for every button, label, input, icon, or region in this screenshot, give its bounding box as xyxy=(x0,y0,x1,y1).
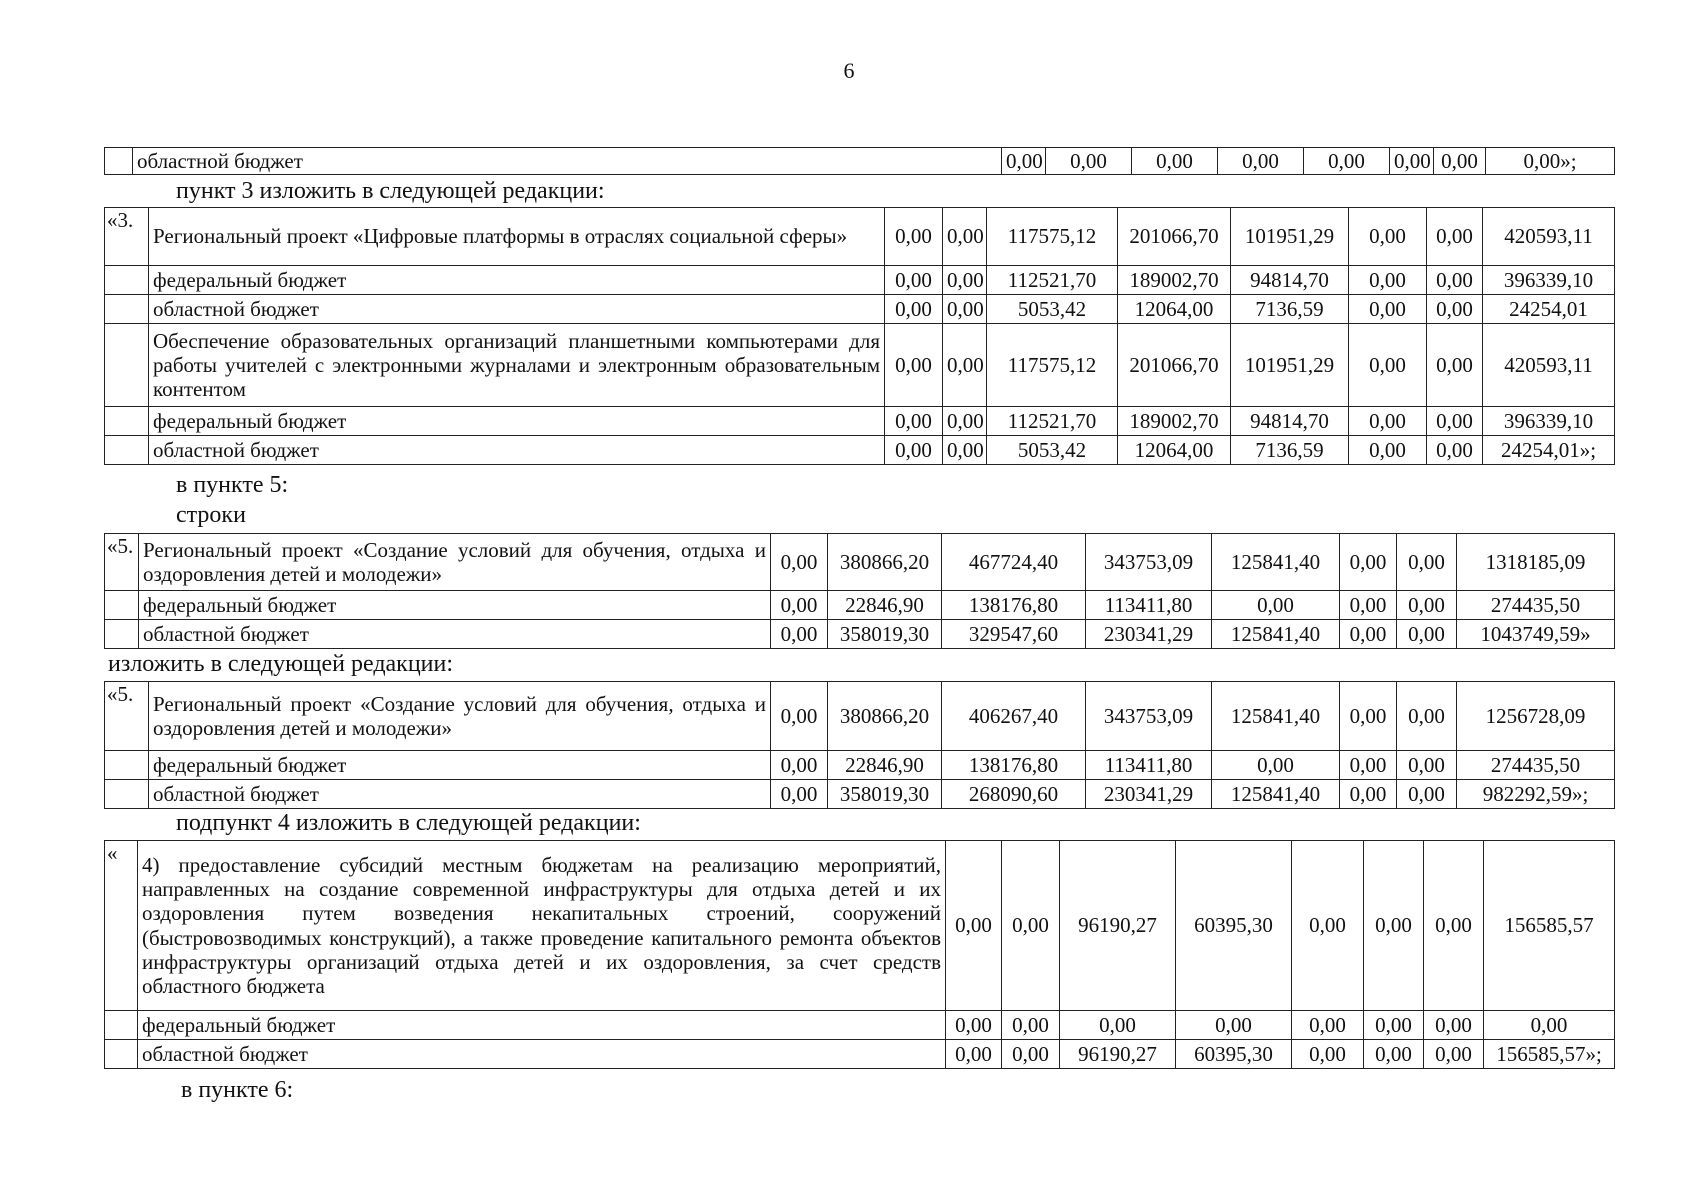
value-cell: 230341,29 xyxy=(1086,620,1212,649)
row-name: федеральный бюджет xyxy=(149,751,771,780)
table-row xyxy=(105,591,1615,620)
instruction-p3: пункт 3 изложить в следующей редакции: xyxy=(176,178,605,204)
value-cell: 0,00 xyxy=(1060,1011,1176,1040)
value-cell: 0,00 xyxy=(771,591,828,620)
page-number: 6 xyxy=(843,58,855,83)
value-cell: 0,00 xyxy=(771,780,828,809)
row-name: областной бюджет xyxy=(138,1040,946,1069)
value-cell: 101951,29 xyxy=(1231,324,1349,407)
row-marker xyxy=(105,295,149,324)
value-cell: 380866,20 xyxy=(828,682,942,751)
value-cell: 7136,59 xyxy=(1231,436,1349,465)
value-cell: 96190,27 xyxy=(1060,1040,1176,1069)
row-name: областной бюджет xyxy=(149,436,885,465)
value-cell: 396339,10 xyxy=(1483,407,1615,436)
row-marker xyxy=(105,324,149,407)
value-cell: 0,00 xyxy=(1427,266,1483,295)
value-cell: 22846,90 xyxy=(828,591,942,620)
instruction-p5: в пункте 5: xyxy=(176,472,289,498)
value-cell: 358019,30 xyxy=(828,620,942,649)
value-cell: 0,00 xyxy=(1002,1040,1060,1069)
row-marker: « xyxy=(105,841,138,1011)
value-cell: 0,00 xyxy=(1427,295,1483,324)
value-cell: 112521,70 xyxy=(987,407,1118,436)
table-row xyxy=(105,407,1615,436)
value-cell: 0,00 xyxy=(885,324,943,407)
value-cell: 1043749,59» xyxy=(1457,620,1615,649)
value-cell: 274435,50 xyxy=(1457,751,1615,780)
value-cell: 0,00 xyxy=(1424,1011,1484,1040)
row-name: Обеспечение образовательных организаций планшетными компьютерами для работы учителей с электронными журналами и электронным образовательным контентом xyxy=(149,324,885,407)
value-cell: 406267,40 xyxy=(942,682,1086,751)
row-name: федеральный бюджет xyxy=(139,591,771,620)
value-cell: 125841,40 xyxy=(1212,534,1340,591)
row-name: федеральный бюджет xyxy=(149,266,885,295)
row-name: Региональный проект «Цифровые платформы в отраслях социальной сферы» xyxy=(149,208,885,266)
value-cell: 420593,11 xyxy=(1483,208,1615,266)
row-marker: «5. xyxy=(105,534,139,591)
value-cell: 0,00 xyxy=(1397,591,1457,620)
value-cell: 0,00 xyxy=(1434,148,1486,175)
budget-table-p5-new xyxy=(104,681,1615,809)
value-cell: 113411,80 xyxy=(1086,591,1212,620)
table-row xyxy=(105,208,1615,266)
row-name: областной бюджет xyxy=(149,780,771,809)
row-marker xyxy=(105,407,149,436)
table-row xyxy=(105,841,1615,1011)
value-cell: 0,00 xyxy=(885,266,943,295)
row-name: федеральный бюджет xyxy=(149,407,885,436)
value-cell: 0,00 xyxy=(1176,1011,1292,1040)
value-cell: 0,00 xyxy=(943,266,987,295)
value-cell: 0,00 xyxy=(1364,1011,1424,1040)
row-marker xyxy=(105,780,149,809)
value-cell: 380866,20 xyxy=(828,534,942,591)
value-cell: 112521,70 xyxy=(987,266,1118,295)
value-cell: 201066,70 xyxy=(1118,208,1231,266)
value-cell: 0,00 xyxy=(1212,751,1340,780)
row-marker xyxy=(105,266,149,295)
table-row xyxy=(105,436,1615,465)
value-cell: 0,00 xyxy=(771,751,828,780)
value-cell: 0,00 xyxy=(1427,407,1483,436)
value-cell: 138176,80 xyxy=(942,751,1086,780)
value-cell: 0,00 xyxy=(1340,534,1397,591)
row-name: Региональный проект «Создание условий для обучения, отдыха и оздоровления детей и молодежи» xyxy=(149,682,771,751)
table-row xyxy=(105,1040,1615,1069)
value-cell: 230341,29 xyxy=(1086,780,1212,809)
value-cell: 0,00 xyxy=(1349,208,1427,266)
row-name: Региональный проект «Создание условий для обучения, отдыха и оздоровления детей и молодежи» xyxy=(139,534,771,591)
value-cell: 0,00 xyxy=(885,407,943,436)
value-cell: 0,00 xyxy=(943,295,987,324)
value-cell: 94814,70 xyxy=(1231,266,1349,295)
value-cell: 0,00 xyxy=(946,1040,1002,1069)
value-cell: 0,00 xyxy=(946,841,1002,1011)
value-cell: 0,00 xyxy=(1218,148,1304,175)
row-name: областной бюджет xyxy=(139,620,771,649)
row-name: областной бюджет xyxy=(133,148,1002,175)
row-marker xyxy=(105,591,139,620)
row-marker xyxy=(105,751,149,780)
value-cell: 0,00 xyxy=(1046,148,1132,175)
value-cell: 0,00 xyxy=(771,534,828,591)
value-cell: 138176,80 xyxy=(942,591,1086,620)
table-row xyxy=(105,620,1615,649)
value-cell: 101951,29 xyxy=(1231,208,1349,266)
value-cell: 0,00 xyxy=(1349,436,1427,465)
table-row xyxy=(105,682,1615,751)
row-marker xyxy=(105,620,139,649)
value-cell: 22846,90 xyxy=(828,751,942,780)
value-cell: 0,00 xyxy=(885,208,943,266)
value-cell: 125841,40 xyxy=(1212,682,1340,751)
value-cell: 0,00 xyxy=(1002,148,1046,175)
value-cell: 1318185,09 xyxy=(1457,534,1615,591)
value-cell: 0,00 xyxy=(1390,148,1434,175)
value-cell: 0,00 xyxy=(1364,841,1424,1011)
value-cell: 96190,27 xyxy=(1060,841,1176,1011)
value-cell: 0,00 xyxy=(1212,591,1340,620)
table-row xyxy=(105,324,1615,407)
value-cell: 0,00 xyxy=(1349,295,1427,324)
table-row xyxy=(105,780,1615,809)
budget-table-sub4 xyxy=(104,840,1615,1069)
instruction-sub4: подпункт 4 изложить в следующей редакции: xyxy=(176,810,641,836)
value-cell: 0,00 xyxy=(1340,682,1397,751)
instruction-p6: в пункте 6: xyxy=(181,1077,294,1103)
value-cell: 0,00 xyxy=(1427,436,1483,465)
value-cell: 0,00 xyxy=(1397,682,1457,751)
row-marker xyxy=(105,436,149,465)
value-cell: 0,00 xyxy=(1002,1011,1060,1040)
value-cell: 0,00 xyxy=(943,324,987,407)
value-cell: 467724,40 xyxy=(942,534,1086,591)
table-row xyxy=(105,266,1615,295)
value-cell: 982292,59»; xyxy=(1457,780,1615,809)
value-cell: 0,00 xyxy=(1424,1040,1484,1069)
value-cell: 0,00 xyxy=(1304,148,1390,175)
value-cell: 125841,40 xyxy=(1212,620,1340,649)
table-row xyxy=(105,1011,1615,1040)
value-cell: 0,00 xyxy=(1132,148,1218,175)
value-cell: 0,00 xyxy=(1397,534,1457,591)
value-cell: 5053,42 xyxy=(987,436,1118,465)
value-cell: 7136,59 xyxy=(1231,295,1349,324)
value-cell: 0,00 xyxy=(1484,1011,1615,1040)
value-cell: 0,00 xyxy=(1340,780,1397,809)
value-cell: 0,00 xyxy=(1340,620,1397,649)
value-cell: 24254,01»; xyxy=(1483,436,1615,465)
value-cell: 420593,11 xyxy=(1483,324,1615,407)
value-cell: 0,00 xyxy=(1427,208,1483,266)
value-cell: 358019,30 xyxy=(828,780,942,809)
value-cell: 5053,42 xyxy=(987,295,1118,324)
budget-table-p5-old xyxy=(104,533,1615,649)
value-cell: 0,00 xyxy=(771,620,828,649)
value-cell: 0,00 xyxy=(1397,751,1457,780)
value-cell: 0,00 xyxy=(1292,841,1364,1011)
row-marker: «5. xyxy=(105,682,149,751)
value-cell: 0,00 xyxy=(1427,324,1483,407)
value-cell: 0,00 xyxy=(1292,1040,1364,1069)
table-row xyxy=(105,295,1615,324)
value-cell: 0,00 xyxy=(771,682,828,751)
row-name: 4) предоставление субсидий местным бюджетам на реализацию мероприятий, направленных на создание современной инфраструктуры для отдыха детей и их оздоровления путем возведения некапитальных строений, сооружений (быстровозводимых конструкций), а также проведение капитального ремонта объектов инфраструктуры организаций отдыха детей и их оздоровления, за счет средств областного бюджета xyxy=(138,841,946,1011)
value-cell: 117575,12 xyxy=(987,208,1118,266)
budget-table-p3 xyxy=(104,207,1615,465)
value-cell: 396339,10 xyxy=(1483,266,1615,295)
budget-table-continuation xyxy=(104,147,1615,175)
value-cell: 94814,70 xyxy=(1231,407,1349,436)
value-cell: 156585,57 xyxy=(1484,841,1615,1011)
row-marker xyxy=(105,1011,138,1040)
value-cell: 268090,60 xyxy=(942,780,1086,809)
value-cell: 329547,60 xyxy=(942,620,1086,649)
value-cell: 12064,00 xyxy=(1118,295,1231,324)
row-name: областной бюджет xyxy=(149,295,885,324)
instruction-new-edition: изложить в следующей редакции: xyxy=(108,651,454,677)
table-row xyxy=(105,534,1615,591)
value-cell: 0,00 xyxy=(946,1011,1002,1040)
value-cell: 0,00 xyxy=(1364,1040,1424,1069)
table-row xyxy=(105,148,1615,175)
value-cell: 0,00 xyxy=(885,436,943,465)
value-cell: 0,00 xyxy=(1349,266,1427,295)
value-cell: 0,00 xyxy=(1340,591,1397,620)
value-cell: 156585,57»; xyxy=(1484,1040,1615,1069)
value-cell: 0,00 xyxy=(1349,324,1427,407)
value-cell: 0,00 xyxy=(1292,1011,1364,1040)
value-cell: 24254,01 xyxy=(1483,295,1615,324)
row-marker xyxy=(105,1040,138,1069)
value-cell: 0,00 xyxy=(943,208,987,266)
value-cell: 0,00 xyxy=(1002,841,1060,1011)
value-cell: 0,00 xyxy=(943,436,987,465)
value-cell: 1256728,09 xyxy=(1457,682,1615,751)
row-marker: «3. xyxy=(105,208,149,266)
value-cell: 0,00 xyxy=(1397,780,1457,809)
value-cell: 0,00»; xyxy=(1486,148,1615,175)
value-cell: 60395,30 xyxy=(1176,841,1292,1011)
instruction-rows: строки xyxy=(176,502,246,528)
value-cell: 0,00 xyxy=(885,295,943,324)
value-cell: 274435,50 xyxy=(1457,591,1615,620)
value-cell: 117575,12 xyxy=(987,324,1118,407)
value-cell: 12064,00 xyxy=(1118,436,1231,465)
value-cell: 0,00 xyxy=(1349,407,1427,436)
table-row xyxy=(105,751,1615,780)
row-name: федеральный бюджет xyxy=(138,1011,946,1040)
value-cell: 343753,09 xyxy=(1086,682,1212,751)
value-cell: 60395,30 xyxy=(1176,1040,1292,1069)
value-cell: 189002,70 xyxy=(1118,407,1231,436)
value-cell: 201066,70 xyxy=(1118,324,1231,407)
value-cell: 189002,70 xyxy=(1118,266,1231,295)
value-cell: 0,00 xyxy=(1424,841,1484,1011)
value-cell: 125841,40 xyxy=(1212,780,1340,809)
row-marker xyxy=(105,148,133,175)
value-cell: 0,00 xyxy=(943,407,987,436)
value-cell: 113411,80 xyxy=(1086,751,1212,780)
value-cell: 0,00 xyxy=(1397,620,1457,649)
value-cell: 343753,09 xyxy=(1086,534,1212,591)
value-cell: 0,00 xyxy=(1340,751,1397,780)
